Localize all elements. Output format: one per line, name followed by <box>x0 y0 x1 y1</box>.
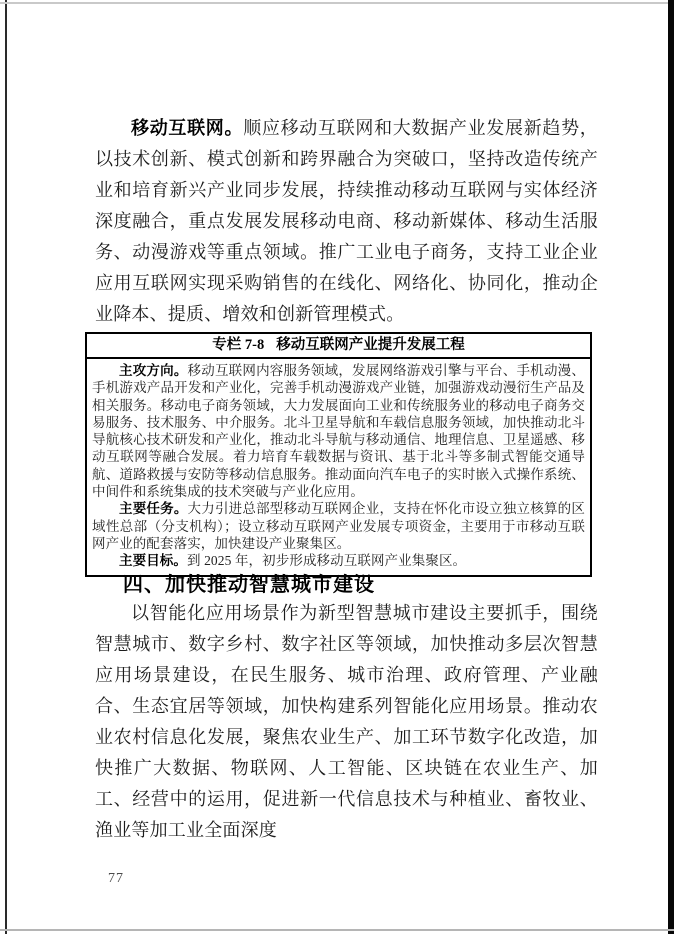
callout-para-main-goals-text: 到 2025 年，初步形成移动互联网产业集聚区。 <box>187 553 467 569</box>
callout-box-title <box>87 334 590 359</box>
callout-box-body <box>87 359 590 575</box>
callout-para-main-directions-text: 移动互联网内容服务领域，发展网络游戏引擎与平台、手机动漫、手机游戏产品开发和产业化，完善手机动漫游戏产业链，加强游戏动漫衍生产品及相关服务。移动电子商务领域，大力发展面向工业和传统服务业的移动电子商务交易服务、技术服务、中介服务。北斗卫星导航和车载信息服务领域，加快推动北斗导航核心技术研发和产业化，推动北斗导航与移动通信、地理信息、卫星遥感、移动互联网等融合发展。着力培育车载数据与资讯、基于北斗等多制式智能交通导航、道路救援与安防等移动信息服务。推动面向汽车电子的实时嵌入式操作系统、中间件和系统集成的技术突破与产业化应用。 <box>92 363 585 500</box>
section-heading-smart-city: 四、加快推动智慧城市建设 <box>123 574 375 596</box>
callout-box-title-label: 专栏 7-8 <box>212 337 265 353</box>
callout-para-main-tasks-lead: 主要任务。 <box>119 501 188 517</box>
callout-box-title-text: 移动互联网产业提升发展工程 <box>276 337 465 353</box>
page-number: 77 <box>108 871 124 886</box>
callout-para-main-tasks <box>92 500 585 552</box>
callout-para-main-directions-lead: 主攻方向。 <box>119 363 188 378</box>
page-top-edge-line <box>0 2 674 4</box>
callout-para-main-tasks-text: 大力引进总部型移动互联网企业，支持在怀化市设立独立核算的区域性总部（分支机构）；设立移动互联网产业发展专项资金，主要用于市移动互联网产业的配套落实，加快建设产业聚集区。 <box>92 501 585 551</box>
page-bottom-edge-line <box>0 929 674 931</box>
paragraph-mobile-internet-text: 顺应移动互联网和大数据产业发展新趋势，以技术创新、模式创新和跨界融合为突破口，坚持改造传统产业和培育新兴产业同步发展，持续推动移动互联网与实体经济深度融合，重点发展发展移动电商、移动新媒体、移动生活服务、动漫游戏等重点领域。推广工业电子商务，支持工业企业应用互联网实现采购销售的在线化、网络化、协同化，推动企业降本、提质、增效和创新管理模式。 <box>95 118 598 324</box>
callout-para-main-goals <box>92 552 585 569</box>
page-right-edge-line <box>668 0 674 934</box>
paragraph-mobile-internet-lead: 移动互联网。 <box>131 118 244 138</box>
paragraph-smart-city: 以智能化应用场景作为新型智慧城市建设主要抓手，围绕智慧城市、数字乡村、数字社区等领域，加快推动多层次智慧应用场景建设，在民生服务、城市治理、政府管理、产业融合、生态宜居等领域，加快构建系列智能化应用场景。推动农业农村信息化发展，聚焦农业生产、加工环节数字化改造，加快推广大数据、物联网、人工智能、区块链在农业生产、加工、经营中的运用，促进新一代信息技术与种植业、畜牧业、渔业等加工业全面深度 <box>95 603 598 840</box>
callout-para-main-goals-lead: 主要目标。 <box>119 553 187 569</box>
paragraph-mobile-internet <box>95 113 598 330</box>
callout-para-main-directions <box>92 362 585 500</box>
callout-box-7-8 <box>85 332 592 577</box>
page-left-edge-line <box>5 0 7 934</box>
